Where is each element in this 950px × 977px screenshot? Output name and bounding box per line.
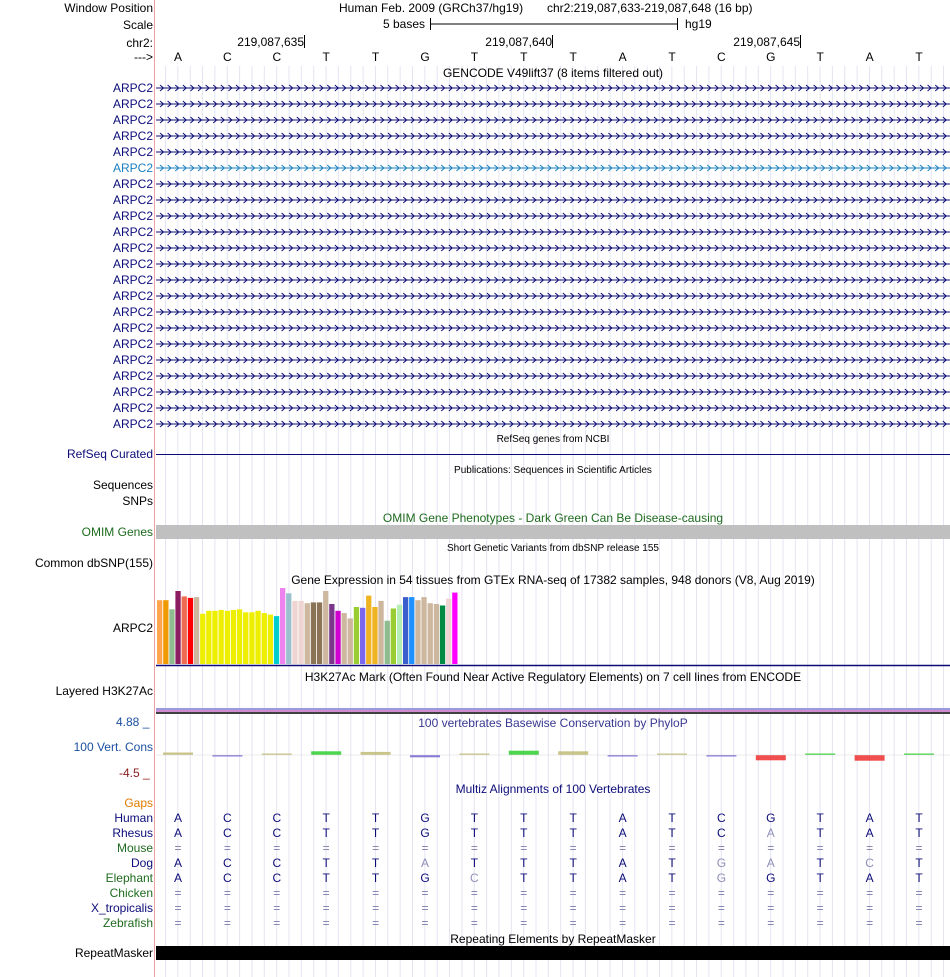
phylop-bar: [855, 755, 885, 761]
gtex-tissue-bar: [378, 601, 383, 664]
aligned-base: =: [717, 841, 725, 855]
gtex-tissue-bar: [175, 591, 180, 664]
aligned-base: =: [174, 841, 182, 855]
aligned-base: =: [372, 841, 380, 855]
base-letter: T: [322, 50, 330, 64]
aligned-base: T: [520, 871, 528, 885]
gtex-tissue-bar: [446, 599, 451, 664]
aligned-base: =: [322, 841, 330, 855]
chr-label: chr2:: [126, 36, 153, 50]
gencode-gene-label[interactable]: ARPC2: [112, 209, 153, 223]
aligned-base: T: [816, 811, 824, 825]
gencode-gene-label[interactable]: ARPC2: [112, 161, 153, 175]
h3k27ac-signal: [156, 710, 950, 712]
aligned-base: =: [717, 916, 725, 930]
phylop-bar: [163, 753, 193, 756]
aligned-base: T: [668, 856, 676, 870]
aligned-base: =: [569, 916, 577, 930]
gtex-tissue-bar: [440, 606, 445, 665]
scale-label: Scale: [122, 18, 153, 32]
gtex-tissue-bar: [354, 607, 359, 664]
aligned-base: C: [717, 826, 726, 840]
gencode-gene-label[interactable]: ARPC2: [112, 225, 153, 239]
h3k27ac-signal: [156, 708, 950, 710]
aligned-base: =: [273, 886, 281, 900]
sequences-label[interactable]: Sequences: [92, 478, 153, 492]
gtex-tissue-bar: [212, 611, 217, 664]
tick-label: 219,087,640: [485, 35, 552, 49]
aligned-base: =: [866, 901, 874, 915]
gencode-gene-label[interactable]: ARPC2: [112, 97, 153, 111]
gtex-tissue-bar: [415, 600, 420, 664]
gtex-tissue-bar: [311, 602, 316, 664]
aligned-base: =: [520, 916, 528, 930]
gtex-tissue-bar: [169, 609, 174, 664]
aligned-base: T: [371, 811, 380, 825]
gtex-tissue-bar: [163, 600, 168, 664]
aligned-base: =: [866, 916, 874, 930]
aligned-base: =: [915, 901, 923, 915]
gencode-gene-label[interactable]: ARPC2: [112, 337, 153, 351]
aligned-base: =: [866, 841, 874, 855]
scale-text: 5 bases: [382, 17, 425, 31]
base-letter: G: [420, 50, 430, 64]
aligned-base: A: [618, 856, 627, 870]
aligned-base: A: [766, 826, 775, 840]
aligned-base: T: [816, 871, 824, 885]
gencode-track-title: GENCODE V49lift37 (8 items filtered out): [442, 66, 664, 80]
aligned-base: =: [866, 886, 874, 900]
aligned-base: A: [865, 811, 874, 825]
gtex-tissue-bar: [225, 611, 230, 664]
aligned-base: =: [322, 886, 330, 900]
gencode-gene-label[interactable]: ARPC2: [112, 369, 153, 383]
base-letter: T: [371, 50, 380, 64]
tick-label: 219,087,635: [237, 35, 304, 49]
aligned-base: =: [372, 886, 380, 900]
gtex-tissue-bar: [385, 621, 390, 664]
aligned-base: G: [766, 871, 776, 885]
aligned-base: =: [223, 901, 231, 915]
aligned-base: T: [915, 826, 923, 840]
aligned-base: G: [420, 811, 430, 825]
aligned-base: C: [223, 811, 232, 825]
gtex-tissue-bar: [329, 604, 334, 664]
multiz-track-title: Multiz Alignments of 100 Vertebrates: [455, 782, 651, 796]
aligned-base: G: [420, 871, 430, 885]
multiz-species-label[interactable]: Elephant: [105, 871, 153, 885]
aligned-base: =: [816, 901, 824, 915]
aligned-base: =: [520, 901, 528, 915]
gtex-tissue-bar: [231, 610, 236, 664]
aligned-base: =: [421, 841, 429, 855]
aligned-base: =: [816, 841, 824, 855]
gtex-track-title: Gene Expression in 54 tissues from GTEx RNA-seq of 17382 samples, 948 donors (V8, Aug 2019): [291, 573, 815, 587]
gtex-tissue-bar: [200, 614, 205, 664]
aligned-base: C: [272, 856, 282, 870]
aligned-base: =: [915, 886, 923, 900]
gtex-tissue-bar: [421, 597, 426, 664]
gtex-tissue-bar: [194, 597, 199, 664]
gencode-gene-label[interactable]: ARPC2: [112, 289, 153, 303]
gencode-gene-label[interactable]: ARPC2: [112, 305, 153, 319]
tick-label: 219,087,645: [733, 35, 800, 49]
aligned-base: =: [668, 886, 676, 900]
gtex-tissue-bar: [286, 593, 291, 664]
phylop-max-label: 4.88 _: [116, 715, 150, 729]
gtex-tissue-bar: [397, 605, 402, 664]
gtex-tissue-bar: [403, 597, 408, 664]
window-position-label: Window Position: [64, 1, 153, 15]
aligned-base: T: [520, 856, 528, 870]
gtex-tissue-bar: [268, 615, 273, 664]
gencode-gene-label[interactable]: ARPC2: [112, 241, 153, 255]
aligned-base: A: [618, 871, 627, 885]
gtex-tissue-bar: [255, 611, 260, 664]
aligned-base: T: [668, 871, 676, 885]
gencode-gene-label[interactable]: ARPC2: [112, 417, 153, 431]
omim-track-title: OMIM Gene Phenotypes - Dark Green Can Be Disease-causing: [382, 511, 724, 525]
multiz-species-label[interactable]: Zebrafish: [102, 916, 153, 930]
position-label: chr2:219,087,633-219,087,648 (16 bp): [547, 1, 753, 15]
gtex-tissue-bar: [409, 597, 414, 664]
aligned-base: =: [223, 841, 231, 855]
aligned-base: C: [272, 826, 282, 840]
aligned-base: =: [717, 886, 725, 900]
aligned-base: =: [767, 886, 775, 900]
base-letter: A: [865, 50, 874, 64]
phylop-bar: [410, 755, 440, 757]
base-letter: C: [272, 50, 282, 64]
gtex-tissue-bar: [305, 603, 310, 664]
phylop-bar: [361, 752, 391, 755]
aligned-base: =: [273, 841, 281, 855]
aligned-base: A: [618, 811, 627, 825]
gtex-tissue-bar: [206, 611, 211, 664]
publications-track-title: Publications: Sequences in Scientific Articles: [454, 465, 652, 476]
aligned-base: =: [619, 841, 627, 855]
aligned-base: =: [619, 901, 627, 915]
refseq-label[interactable]: RefSeq Curated: [66, 447, 153, 461]
aligned-base: T: [668, 826, 676, 840]
gtex-tissue-bar: [188, 598, 193, 664]
db-label: hg19: [685, 17, 712, 31]
aligned-base: =: [520, 841, 528, 855]
aligned-base: A: [865, 826, 874, 840]
gtex-tissue-bar: [237, 609, 242, 664]
aligned-base: =: [174, 901, 182, 915]
aligned-base: A: [173, 856, 182, 870]
base-letter: T: [915, 50, 923, 64]
gtex-tissue-bar: [372, 607, 377, 664]
aligned-base: =: [717, 901, 725, 915]
phylop-bar: [558, 751, 588, 755]
gencode-gene-label[interactable]: ARPC2: [112, 81, 153, 95]
gencode-gene-label[interactable]: ARPC2: [112, 401, 153, 415]
aligned-base: A: [420, 856, 429, 870]
aligned-base: A: [173, 826, 182, 840]
aligned-base: =: [470, 841, 478, 855]
gencode-gene-label[interactable]: ARPC2: [112, 257, 153, 271]
aligned-base: T: [915, 811, 923, 825]
gencode-gene-label[interactable]: ARPC2: [112, 353, 153, 367]
base-letter: T: [816, 50, 824, 64]
repeatmasker-bar: [156, 946, 950, 960]
aligned-base: T: [520, 811, 528, 825]
h3k27ac-label[interactable]: Layered H3K27Ac: [55, 684, 153, 698]
aligned-base: T: [470, 811, 479, 825]
aligned-base: T: [915, 856, 923, 870]
gtex-tissue-bar: [391, 609, 396, 665]
aligned-base: T: [816, 856, 824, 870]
aligned-base: A: [865, 871, 874, 885]
phylop-bar: [311, 751, 341, 755]
aligned-base: =: [223, 916, 231, 930]
gtex-tissue-bar: [299, 601, 304, 664]
aligned-base: C: [470, 871, 479, 885]
gencode-gene-label[interactable]: ARPC2: [112, 177, 153, 191]
aligned-base: T: [569, 826, 577, 840]
aligned-base: T: [668, 811, 676, 825]
aligned-base: =: [470, 901, 478, 915]
repeatmasker-track-title: Repeating Elements by RepeatMasker: [450, 932, 656, 946]
omim-label[interactable]: OMIM Genes: [81, 525, 153, 539]
aligned-base: =: [619, 886, 627, 900]
gtex-tissue-bar: [249, 612, 254, 664]
aligned-base: G: [766, 811, 776, 825]
gtex-tissue-bar: [262, 613, 267, 664]
aligned-base: T: [470, 856, 479, 870]
aligned-base: =: [322, 916, 330, 930]
aligned-base: T: [371, 871, 380, 885]
h3k27ac-signal: [156, 712, 950, 714]
dbsnp-label[interactable]: Common dbSNP(155): [34, 556, 153, 570]
aligned-base: C: [865, 856, 874, 870]
gtex-gene-label[interactable]: ARPC2: [112, 621, 153, 635]
phylop-label[interactable]: 100 Vert. Cons: [73, 740, 153, 754]
gencode-gene-label[interactable]: ARPC2: [112, 129, 153, 143]
aligned-base: =: [273, 901, 281, 915]
multiz-species-label[interactable]: X_tropicalis: [90, 901, 153, 915]
gtex-tissue-bar: [317, 602, 322, 664]
aligned-base: G: [420, 826, 430, 840]
base-letter: T: [569, 50, 577, 64]
gencode-gene-label[interactable]: ARPC2: [112, 113, 153, 127]
refseq-track-title: RefSeq genes from NCBI: [496, 434, 610, 445]
snps-label[interactable]: SNPs: [122, 494, 153, 508]
gtex-tissue-bar: [182, 596, 187, 664]
aligned-base: =: [816, 886, 824, 900]
gtex-tissue-bar: [274, 616, 279, 664]
aligned-base: =: [915, 841, 923, 855]
aligned-base: =: [322, 901, 330, 915]
multiz-species-label[interactable]: Dog: [130, 856, 153, 870]
aligned-base: A: [618, 826, 627, 840]
aligned-base: A: [173, 811, 182, 825]
aligned-base: A: [766, 856, 775, 870]
strand-arrow-label: --->: [134, 50, 153, 64]
gtex-tissue-bar: [434, 604, 439, 664]
aligned-base: T: [371, 856, 380, 870]
aligned-base: =: [273, 916, 281, 930]
aligned-base: =: [372, 901, 380, 915]
aligned-base: C: [223, 871, 232, 885]
aligned-base: =: [767, 916, 775, 930]
aligned-base: =: [569, 886, 577, 900]
aligned-base: =: [421, 901, 429, 915]
aligned-base: =: [668, 841, 676, 855]
gtex-tissue-bar: [348, 618, 353, 664]
aligned-base: T: [520, 826, 528, 840]
repeatmasker-label[interactable]: RepeatMasker: [74, 946, 153, 960]
aligned-base: C: [272, 811, 282, 825]
gtex-tissue-bar: [219, 610, 224, 664]
gencode-gene-label[interactable]: ARPC2: [112, 273, 153, 287]
aligned-base: G: [716, 856, 727, 870]
base-letter: T: [470, 50, 479, 64]
aligned-base: G: [716, 871, 727, 885]
phylop-min-label: -4.5 _: [119, 766, 150, 780]
h3k27ac-track-title: H3K27Ac Mark (Often Found Near Active Regulatory Elements) on 7 cell lines from ENCODE: [304, 670, 802, 684]
phylop-bar: [509, 751, 539, 755]
aligned-base: =: [569, 841, 577, 855]
phylop-track-title: 100 vertebrates Basewise Conservation by PhyloP: [418, 716, 688, 730]
base-letter: C: [717, 50, 726, 64]
aligned-base: C: [223, 826, 232, 840]
dbsnp-track-title: Short Genetic Variants from dbSNP release 155: [447, 543, 659, 554]
aligned-base: =: [668, 916, 676, 930]
base-letter: C: [223, 50, 232, 64]
aligned-base: C: [717, 811, 726, 825]
aligned-base: T: [371, 826, 380, 840]
aligned-base: T: [915, 871, 923, 885]
gaps-label: Gaps: [124, 796, 153, 810]
aligned-base: =: [520, 886, 528, 900]
gtex-tissue-bar: [323, 591, 328, 664]
base-letter: A: [173, 50, 182, 64]
aligned-base: =: [223, 886, 231, 900]
base-letter: T: [668, 50, 676, 64]
gtex-tissue-bar: [157, 600, 162, 664]
aligned-base: T: [322, 826, 330, 840]
aligned-base: T: [322, 856, 330, 870]
aligned-base: C: [223, 856, 232, 870]
omim-bar: [156, 525, 950, 539]
assembly-label: Human Feb. 2009 (GRCh37/hg19): [339, 1, 524, 15]
multiz-species-label[interactable]: Rhesus: [112, 826, 153, 840]
multiz-species-label[interactable]: Chicken: [109, 886, 153, 900]
base-letter: G: [766, 50, 776, 64]
aligned-base: =: [816, 916, 824, 930]
aligned-base: =: [619, 916, 627, 930]
phylop-bar: [756, 755, 786, 760]
gtex-tissue-bar: [292, 601, 297, 664]
aligned-base: T: [470, 826, 479, 840]
gencode-gene-label[interactable]: ARPC2: [112, 193, 153, 207]
aligned-base: =: [470, 916, 478, 930]
base-letter: T: [520, 50, 528, 64]
aligned-base: =: [767, 841, 775, 855]
gtex-tissue-bar: [342, 613, 347, 664]
aligned-base: =: [668, 901, 676, 915]
aligned-base: =: [470, 886, 478, 900]
gtex-tissue-bar: [428, 603, 433, 664]
gtex-tissue-bar: [280, 588, 285, 664]
aligned-base: T: [816, 826, 824, 840]
aligned-base: =: [767, 901, 775, 915]
gtex-tissue-bar: [360, 608, 365, 664]
aligned-base: T: [569, 871, 577, 885]
multiz-species-label[interactable]: Human: [114, 811, 153, 825]
gencode-gene-label[interactable]: ARPC2: [112, 385, 153, 399]
aligned-base: =: [372, 916, 380, 930]
gencode-gene-label[interactable]: ARPC2: [112, 321, 153, 335]
aligned-base: T: [322, 811, 330, 825]
gtex-tissue-bar: [452, 593, 457, 664]
gencode-gene-label[interactable]: ARPC2: [112, 145, 153, 159]
gtex-tissue-bar: [366, 596, 371, 664]
aligned-base: =: [174, 886, 182, 900]
gtex-tissue-bar: [243, 612, 248, 664]
aligned-base: =: [174, 916, 182, 930]
aligned-base: =: [915, 916, 923, 930]
gtex-tissue-bar: [335, 611, 340, 664]
multiz-species-label[interactable]: Mouse: [116, 841, 153, 855]
aligned-base: T: [322, 871, 330, 885]
aligned-base: A: [173, 871, 182, 885]
base-letter: A: [618, 50, 627, 64]
aligned-base: T: [569, 856, 577, 870]
aligned-base: =: [421, 916, 429, 930]
aligned-base: =: [569, 901, 577, 915]
aligned-base: T: [569, 811, 577, 825]
aligned-base: C: [272, 871, 282, 885]
aligned-base: =: [421, 886, 429, 900]
